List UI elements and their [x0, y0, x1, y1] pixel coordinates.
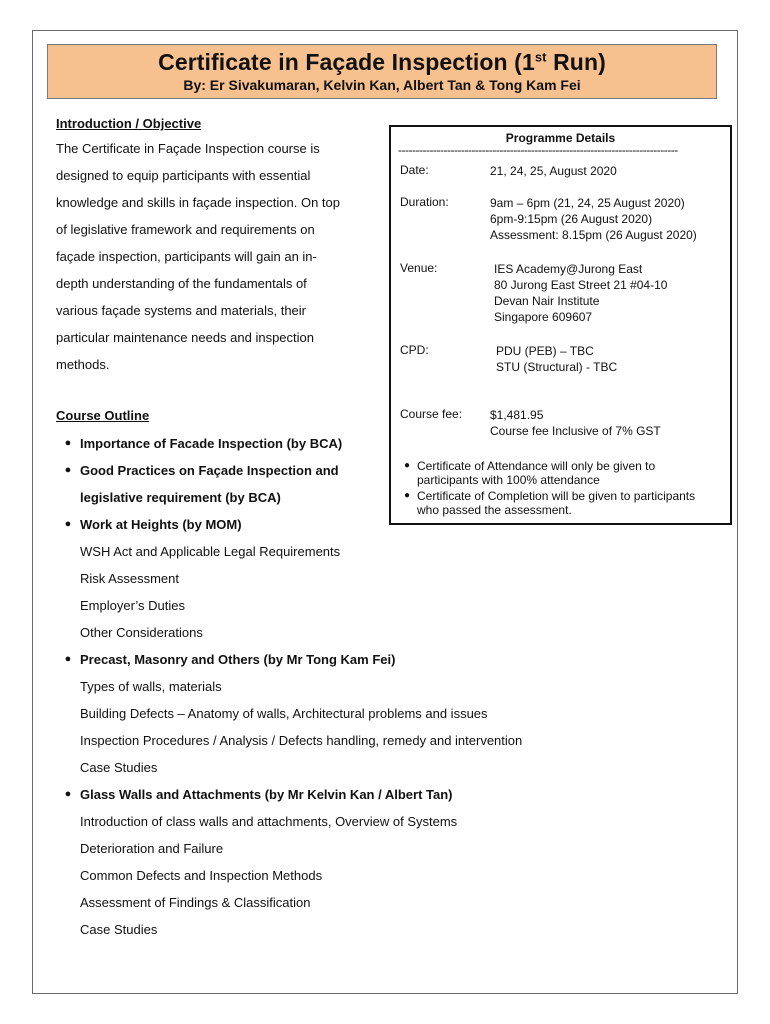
venue-value: IES Academy@Jurong East [494, 262, 643, 276]
venue-value: Devan Nair Institute [494, 294, 600, 308]
bullet-icon: ● [64, 788, 72, 800]
sub-item: Inspection Procedures / Analysis / Defects handling, remedy and intervention [80, 733, 523, 748]
cpd-value: STU (Structural) - TBC [496, 360, 618, 374]
cpd-label: CPD: [400, 343, 429, 357]
cpd-row [400, 343, 617, 375]
intro-line: of legislative framework and requirements on [56, 222, 315, 237]
title-banner [47, 44, 717, 99]
list-item: ● Glass Walls and Attachments (by Mr Kelvin Kan / Albert Tan) [56, 781, 736, 808]
sub-item: Case Studies [80, 922, 158, 937]
sub-item: WSH Act and Applicable Legal Requirements [80, 544, 341, 559]
duration-value: 6pm-9:15pm (26 August 2020) [490, 212, 653, 226]
list-item: ● Certificate of Completion will be given to participants who passed the assessment. [397, 489, 727, 517]
fee-row [400, 407, 661, 439]
intro-line: depth understanding of the fundamentals of [56, 276, 307, 291]
list-item: ● Importance of Facade Inspection (by BCA) [56, 430, 736, 457]
date-label: Date: [400, 163, 429, 177]
venue-value: Singapore 609607 [494, 310, 593, 324]
sub-item: Deterioration and Failure [80, 841, 224, 856]
sub-item: Assessment of Findings & Classification [80, 895, 311, 910]
sub-item: Case Studies [80, 760, 158, 775]
date-value: 21, 24, 25, August 2020 [490, 164, 617, 178]
venue-row [400, 261, 667, 325]
bullet-icon: ● [64, 464, 72, 476]
bullet-icon: ● [64, 653, 72, 665]
page-title: Certificate in Façade Inspection (1st Run) [158, 49, 606, 75]
venue-label: Venue: [400, 261, 438, 275]
fee-value: $1,481.95 [490, 408, 544, 422]
dashed-divider: -------------------------------------------------------------------------------- [398, 144, 678, 156]
intro-line: façade inspection, participants will gain an in- [56, 249, 317, 264]
certificate-notes [397, 459, 727, 519]
list-item: ● Certificate of Attendance will only be given to participants with 100% attendance [397, 459, 727, 487]
cpd-value: PDU (PEB) – TBC [496, 344, 594, 358]
venue-value: 80 Jurong East Street 21 #04-10 [494, 278, 668, 292]
duration-value: Assessment: 8.15pm (26 August 2020) [490, 228, 697, 242]
bullet-icon: ● [403, 490, 411, 501]
list-item: ● Good Practices on Façade Inspection and legislative requirement (by BCA) [56, 457, 736, 511]
fee-value: Course fee Inclusive of 7% GST [490, 424, 661, 438]
duration-value: 9am – 6pm (21, 24, 25 August 2020) [490, 196, 685, 210]
programme-title: Programme Details [505, 131, 616, 145]
sub-item: Common Defects and Inspection Methods [80, 868, 323, 883]
sub-item: Types of walls, materials [80, 679, 222, 694]
bullet-icon: ● [64, 437, 72, 449]
intro-heading: Introduction / Objective [56, 116, 202, 131]
intro-line: knowledge and skills in façade inspection. On top [56, 195, 341, 210]
sub-item: Other Considerations [80, 625, 203, 640]
sub-item: Employer’s Duties [80, 598, 186, 613]
programme-details-box [389, 125, 732, 525]
outline-heading: Course Outline [56, 408, 150, 423]
list-item: ● Precast, Masonry and Others (by Mr Tong Kam Fei) [56, 646, 736, 673]
intro-line: particular maintenance needs and inspection [56, 330, 315, 345]
duration-row [400, 195, 697, 243]
sub-item: Risk Assessment [80, 571, 179, 586]
duration-label: Duration: [400, 195, 449, 209]
intro-line: various façade systems and materials, their [56, 303, 306, 318]
date-row [400, 163, 617, 179]
intro-line: designed to equip participants with essential [56, 168, 311, 183]
list-item: ● Work at Heights (by MOM) [56, 511, 736, 538]
intro-line: methods. [56, 357, 110, 372]
sub-item: Building Defects – Anatomy of walls, Architectural problems and issues [80, 706, 488, 721]
fee-label: Course fee: [400, 407, 463, 421]
bullet-icon: ● [403, 460, 411, 471]
intro-line: The Certificate in Façade Inspection course is [56, 141, 320, 156]
introduction-section [56, 116, 386, 378]
bullet-icon: ● [64, 518, 72, 530]
sub-item: Introduction of class walls and attachments, Overview of Systems [80, 814, 458, 829]
authors-byline: By: Er Sivakumaran, Kelvin Kan, Albert Tan & Tong Kam Fei [183, 77, 581, 93]
